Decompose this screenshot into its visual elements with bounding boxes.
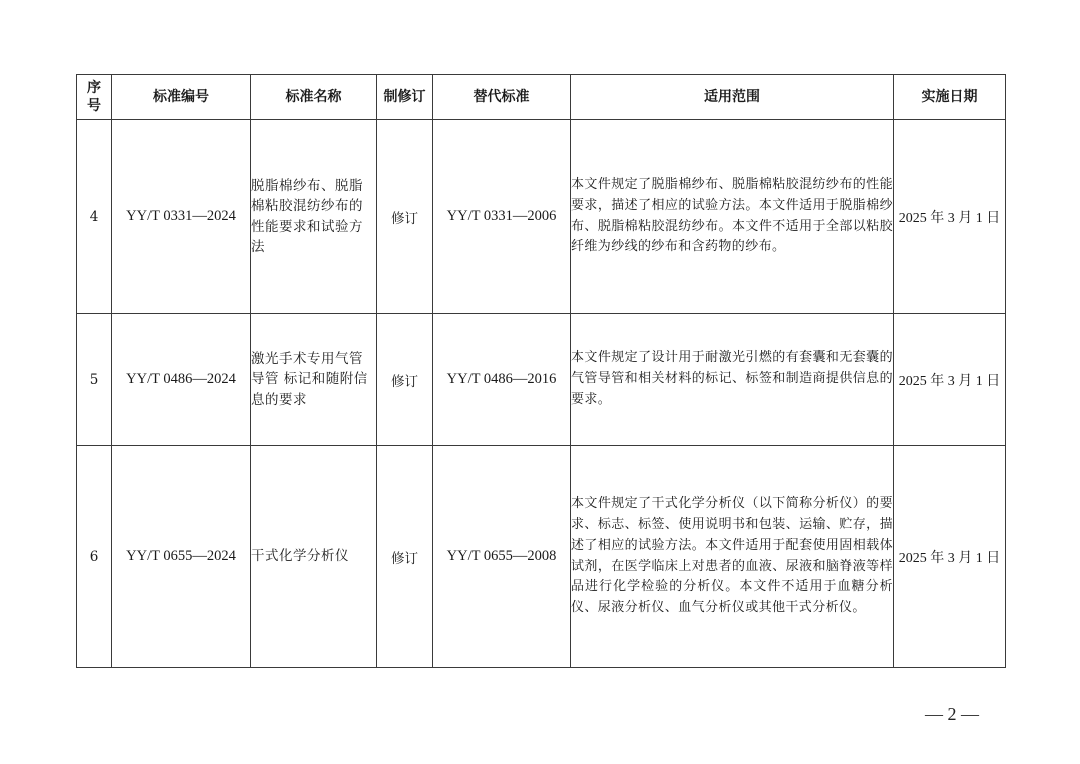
row-effective-date: 2025 年 3 月 1 日 [894, 120, 1006, 314]
table-header-row [77, 75, 1006, 120]
header-date: 实施日期 [894, 75, 1006, 120]
row-revision: 修订 [377, 446, 433, 668]
row-standard-code: YY/T 0486—2024 [112, 314, 251, 446]
header-name: 标准名称 [251, 75, 377, 120]
header-code: 标准编号 [112, 75, 251, 120]
row-seq: 4 [77, 120, 112, 314]
page-number: — 2 — [925, 704, 979, 724]
row-replaced-standard: YY/T 0486—2016 [433, 314, 571, 446]
row-seq: 6 [77, 446, 112, 668]
table-row [77, 314, 1006, 446]
row-scope: 本文件规定了设计用于耐激光引燃的有套囊和无套囊的气管导管和相关材料的标记、标签和制造商提供信息的要求。 [571, 314, 894, 446]
row-revision: 修订 [377, 120, 433, 314]
row-seq: 5 [77, 314, 112, 446]
row-replaced-standard: YY/T 0655—2008 [433, 446, 571, 668]
row-standard-name: 激光手术专用气管导管 标记和随附信息的要求 [251, 314, 377, 446]
header-seq [77, 75, 112, 120]
table-row [77, 120, 1006, 314]
row-scope: 本文件规定了脱脂棉纱布、脱脂棉粘胶混纺纱布的性能要求，描述了相应的试验方法。本文件适用于脱脂棉纱布、脱脂棉粘胶混纺纱布。本文件不适用于全部以粘胶纤维为纱线的纱布和含药物的纱布。 [571, 120, 894, 314]
header-replaces: 替代标准 [433, 75, 571, 120]
row-scope: 本文件规定了干式化学分析仪（以下简称分析仪）的要求、标志、标签、使用说明书和包装、运输、贮存，描述了相应的试验方法。本文件适用于配套使用固相载体试剂，在医学临床上对患者的血液、尿液和脑脊液等样品进行化学检验的分析仪。本文件不适用于血糖分析仪、尿液分析仪、血气分析仪或其他干式分析仪。 [571, 446, 894, 668]
row-effective-date: 2025 年 3 月 1 日 [894, 446, 1006, 668]
row-standard-name: 干式化学分析仪 [251, 446, 377, 668]
row-standard-name: 脱脂棉纱布、脱脂棉粘胶混纺纱布的性能要求和试验方法 [251, 120, 377, 314]
row-standard-code: YY/T 0331—2024 [112, 120, 251, 314]
header-seq-label: 序号 [87, 80, 101, 114]
header-revision: 制修订 [377, 75, 433, 120]
row-effective-date: 2025 年 3 月 1 日 [894, 314, 1006, 446]
table-row [77, 446, 1006, 668]
row-revision: 修订 [377, 314, 433, 446]
row-replaced-standard: YY/T 0331—2006 [433, 120, 571, 314]
header-scope: 适用范围 [571, 75, 894, 120]
row-standard-code: YY/T 0655—2024 [112, 446, 251, 668]
standards-table [76, 74, 1006, 668]
